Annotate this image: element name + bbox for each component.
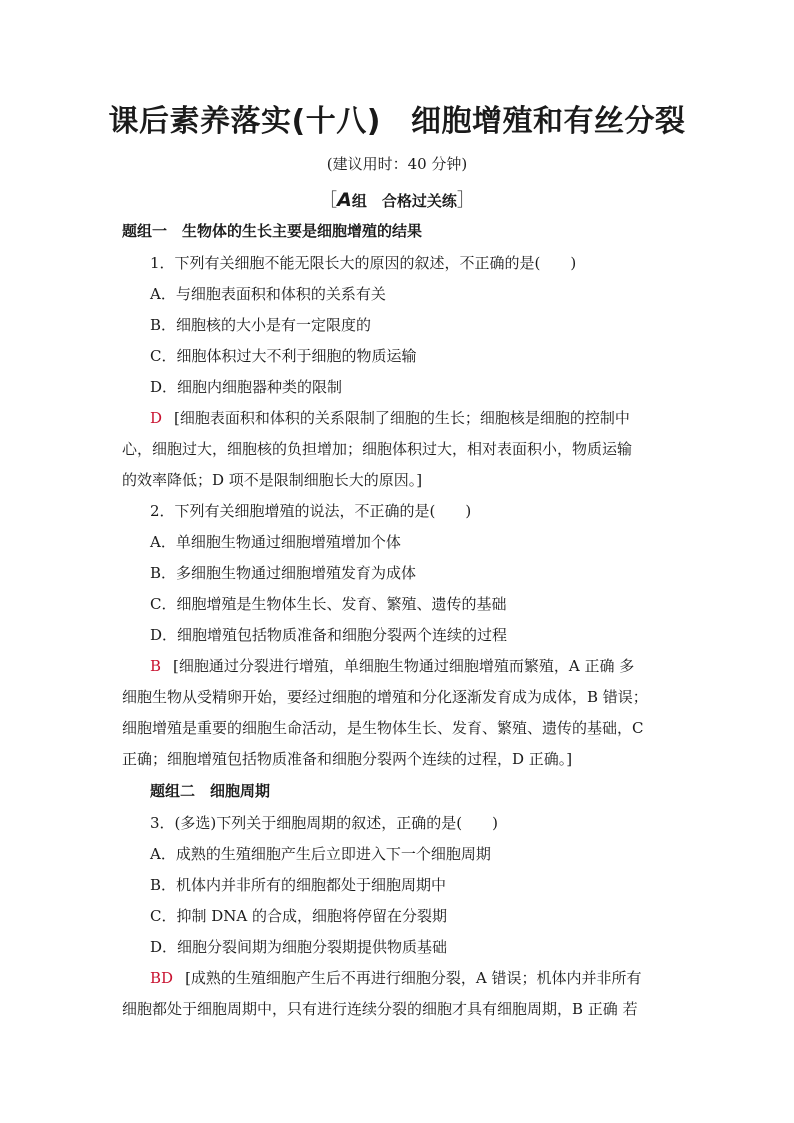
q2-explanation-line-3: 细胞增殖是重要的细胞生命活动，是生物体生长、发育、繁殖、遗传的基础，C	[122, 719, 644, 737]
q2-explanation-text-1: [细胞通过分裂进行增殖，单细胞生物通过细胞增殖而繁殖，A 正确 多	[173, 657, 635, 675]
q3-option-d: D．细胞分裂间期为细胞分裂期提供物质基础	[150, 938, 448, 956]
q3-stem: 3．(多选)下列关于细胞周期的叙述，正确的是( )	[150, 814, 498, 832]
q1-option-d: D．细胞内细胞器种类的限制	[150, 378, 343, 396]
q1-option-c: C．细胞体积过大不利于细胞的物质运输	[150, 347, 417, 365]
q1-explanation-line-2: 心，细胞过大，细胞核的负担增加；细胞体积过大，相对表面积小，物质运输	[122, 440, 633, 458]
q3-option-b: B．机体内并非所有的细胞都处于细胞周期中	[150, 876, 447, 894]
q2-option-a: A．单细胞生物通过细胞增殖增加个体	[150, 533, 401, 551]
page-title	[0, 96, 794, 140]
title-left: 课后素养落实(十八)	[108, 104, 381, 139]
time-note: (建议用时：40 分钟)	[326, 155, 468, 173]
q3-option-c: C．抑制 DNA 的合成，细胞将停留在分裂期	[150, 907, 447, 925]
q1-option-b: B．细胞核的大小是有一定限度的	[150, 316, 372, 334]
q1-explanation-line-1	[150, 408, 674, 428]
q2-explanation-line-2: 细胞生物从受精卵开始，要经过细胞的增殖和分化逐渐发育成为成体，B 错误；	[122, 688, 648, 706]
bracket-close: ］	[456, 190, 475, 211]
q2-explanation-line-1	[150, 656, 674, 676]
q1-explanation-line-3: 的效率降低；D 项不是限制细胞长大的原因。]	[122, 471, 423, 489]
q1-option-a: A．与细胞表面积和体积的关系有关	[150, 285, 386, 303]
section-title-1: 题组一 生物体的生长主要是细胞增殖的结果	[122, 222, 423, 240]
q2-option-c: C．细胞增殖是生物体生长、发育、繁殖、遗传的基础	[150, 595, 507, 613]
group-label: 组 合格过关练	[351, 192, 457, 210]
q2-option-b: B．多细胞生物通过细胞增殖发育为成体	[150, 564, 417, 582]
q2-option-d: D．细胞增殖包括物质准备和细胞分裂两个连续的过程	[150, 626, 508, 644]
bracket-open: ［	[319, 190, 338, 211]
group-letter: A	[337, 189, 352, 211]
q1-stem: 1．下列有关细胞不能无限长大的原因的叙述，不正确的是( )	[150, 254, 577, 272]
q3-answer: BD	[150, 969, 174, 987]
q1-answer: D	[150, 409, 163, 427]
q2-explanation-line-4: 正确；细胞增殖包括物质准备和细胞分裂两个连续的过程，D 正确。]	[122, 750, 573, 768]
q3-explanation-line-1	[150, 968, 674, 988]
section-title-2: 题组二 细胞周期	[150, 782, 271, 800]
q3-option-a: A．成熟的生殖细胞产生后立即进入下一个细胞周期	[150, 845, 491, 863]
q2-stem: 2．下列有关细胞增殖的说法，不正确的是( )	[150, 502, 472, 520]
q1-explanation-text-1: [细胞表面积和体积的关系限制了细胞的生长；细胞核是细胞的控制中	[174, 409, 630, 427]
q2-answer: B	[150, 657, 162, 675]
group-header	[0, 186, 794, 212]
q3-explanation-line-2: 细胞都处于细胞周期中，只有进行连续分裂的细胞才具有细胞周期，B 正确 若	[122, 1000, 638, 1018]
q3-explanation-text-1: [成熟的生殖细胞产生后不再进行细胞分裂，A 错误；机体内并非所有	[185, 969, 642, 987]
title-right: 细胞增殖和有丝分裂	[410, 104, 686, 139]
